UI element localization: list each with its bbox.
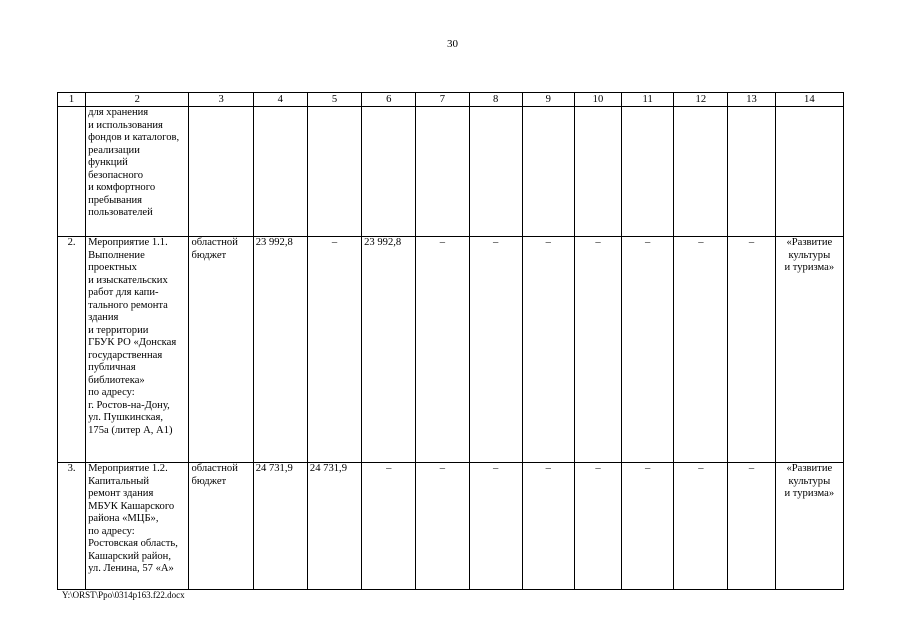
table-cell (469, 107, 522, 237)
column-header: 14 (775, 93, 843, 107)
column-header: 5 (307, 93, 361, 107)
table-cell (622, 107, 674, 237)
table-cell: – (574, 237, 621, 463)
funding-source-cell: областной бюджет (189, 463, 253, 590)
funding-source-cell (189, 107, 253, 237)
column-header: 8 (469, 93, 522, 107)
column-header: 6 (362, 93, 416, 107)
table-cell: 23 992,8 (362, 237, 416, 463)
column-header: 9 (522, 93, 574, 107)
table-cell: – (622, 463, 674, 590)
column-header: 11 (622, 93, 674, 107)
column-header: 3 (189, 93, 253, 107)
column-header: 12 (674, 93, 728, 107)
program-cell (775, 107, 843, 237)
measure-description-cell: Мероприятие 1.1. Выполнение проектных и изыскательских работ для капи- тального ремонта здания и территории ГБУК РО «Донская государственная публичная библиотека» по адресу: г. Ростов-на-Дону, ул. Пушкинская, 175а (литер А, А1) (86, 237, 189, 463)
table-cell: – (522, 463, 574, 590)
table-row (58, 107, 844, 237)
column-header: 2 (86, 93, 189, 107)
table-cell: – (728, 237, 775, 463)
table-cell: – (674, 237, 728, 463)
table-cell: – (307, 237, 361, 463)
table-cell: – (416, 237, 469, 463)
table-cell (253, 107, 307, 237)
program-cell: «Развитие культуры и туризма» (775, 463, 843, 590)
table-cell: 24 731,9 (307, 463, 361, 590)
table-cell (574, 107, 621, 237)
table-cell (307, 107, 361, 237)
total-amount-cell: 24 731,9 (253, 463, 307, 590)
row-number-cell: 3. (58, 463, 86, 590)
program-cell: «Развитие культуры и туризма» (775, 237, 843, 463)
table-cell: – (728, 463, 775, 590)
row-number-cell: 2. (58, 237, 86, 463)
column-header: 7 (416, 93, 469, 107)
page-number: 30 (447, 38, 458, 50)
table-cell: – (469, 463, 522, 590)
table-cell (416, 107, 469, 237)
column-header: 1 (58, 93, 86, 107)
column-header: 4 (253, 93, 307, 107)
file-path-footer: Y:\ORST\Ppo\0314p163.f22.docx (62, 590, 185, 600)
table-cell: – (522, 237, 574, 463)
column-header: 13 (728, 93, 775, 107)
table-row (58, 237, 844, 463)
header-row (58, 93, 844, 107)
measure-description-cell: Мероприятие 1.2. Капитальный ремонт здания МБУК Кашарского района «МЦБ», по адресу: Ростовская область, Кашарский район, ул. Ленина, 57 «А» (86, 463, 189, 590)
row-number-cell (58, 107, 86, 237)
table-cell: – (362, 463, 416, 590)
table-cell: – (622, 237, 674, 463)
column-header: 10 (574, 93, 621, 107)
funding-source-cell: областной бюджет (189, 237, 253, 463)
table-cell: – (469, 237, 522, 463)
table-cell: – (574, 463, 621, 590)
total-amount-cell: 23 992,8 (253, 237, 307, 463)
table-cell: – (416, 463, 469, 590)
measure-description-cell: для хранения и использования фондов и каталогов, реализации функций безопасного и комфортного пребывания пользователей (86, 107, 189, 237)
budget-table (57, 92, 844, 590)
table-cell (728, 107, 775, 237)
table-cell: – (674, 463, 728, 590)
table-cell (362, 107, 416, 237)
table-cell (522, 107, 574, 237)
table-cell (674, 107, 728, 237)
table-row (58, 463, 844, 590)
